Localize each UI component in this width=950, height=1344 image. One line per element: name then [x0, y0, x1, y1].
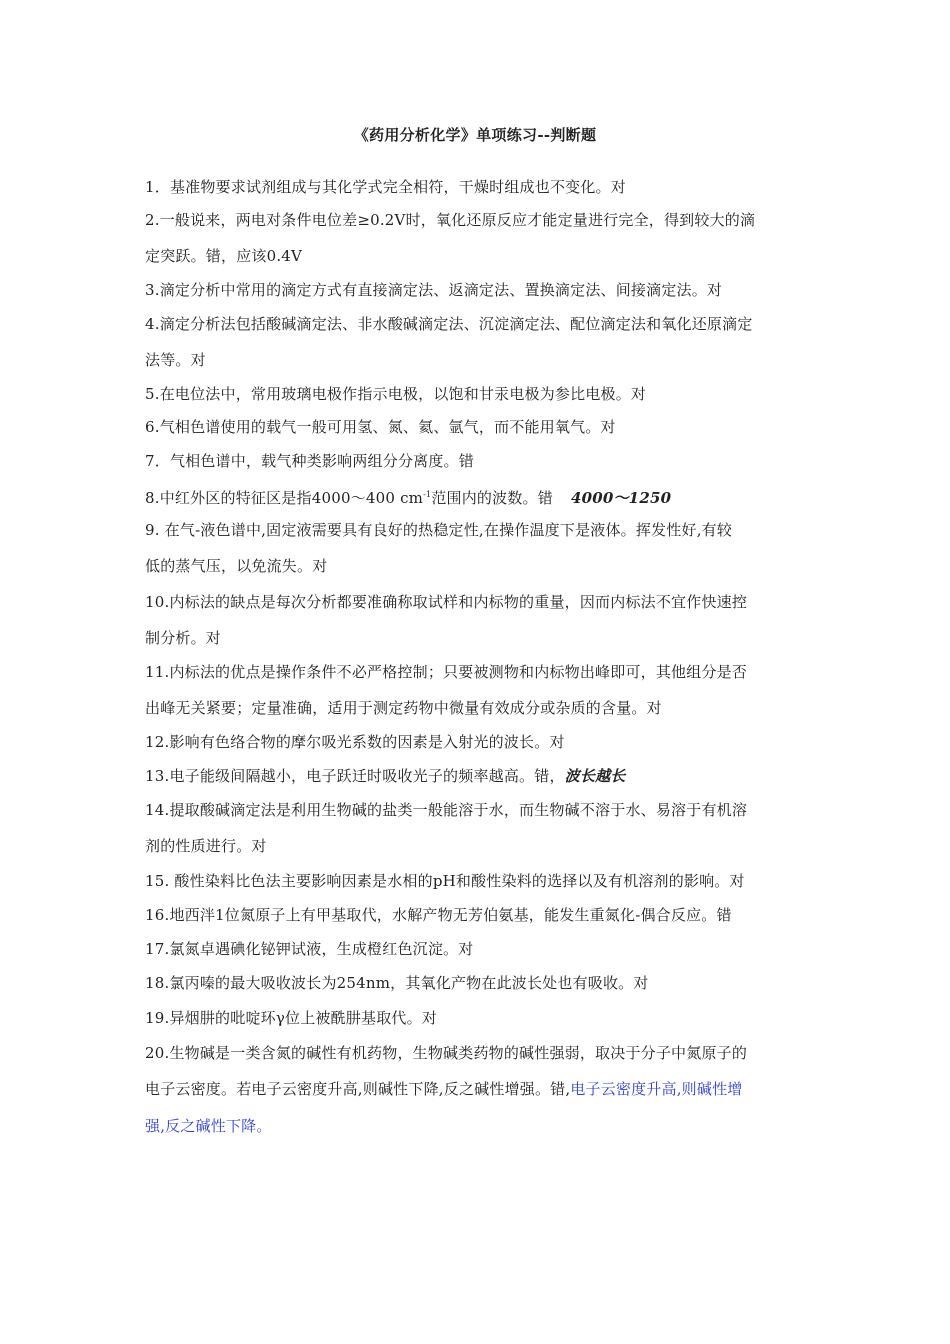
- q10-line1: 10.内标法的缺点是每次分析都要准确称取试样和内标物的重量，因而内标法不宜作快速控: [145, 593, 748, 611]
- q13-line: [145, 766, 810, 786]
- q20-line2: [145, 1079, 810, 1099]
- q8-correction: 4000～1250: [570, 489, 672, 507]
- q20-correction-b: 强,反之碱性下降。: [145, 1117, 272, 1135]
- page-title: 《药用分析化学》单项练习--判断题: [353, 126, 597, 144]
- q8-line: [145, 485, 810, 508]
- q18-line: 18.氯丙嗪的最大吸收波长为254nm，其氧化产物在此波长处也有吸收。对: [145, 974, 649, 992]
- q6-line: 6.气相色谱使用的载气一般可用氢、氮、氦、氩气，而不能用氧气。对: [145, 418, 616, 436]
- q8-tail: 范围内的波数。错: [431, 489, 553, 507]
- q15-line: 15. 酸性染料比色法主要影响因素是水相的pH和酸性染料的选择以及有机溶剂的影响。对: [145, 872, 745, 890]
- q20-line1: 20.生物碱是一类含氮的碱性有机药物，生物碱类药物的碱性强弱，取决于分子中氮原子的: [145, 1044, 748, 1062]
- q20-correction-a: 电子云密度升高,则碱性增: [570, 1080, 743, 1098]
- q14-line2: 剂的性质进行。对: [145, 837, 267, 855]
- q9-line1: 9. 在气-液色谱中,固定液需要具有良好的热稳定性,在操作温度下是液体。挥发性好,有较: [145, 521, 733, 539]
- q11-line1: 11.内标法的优点是操作条件不必严格控制；只要被测物和内标物出峰即可，其他组分是否: [145, 663, 748, 681]
- q5-line: 5.在电位法中，常用玻璃电极作指示电极，以饱和甘汞电极为参比电极。对: [145, 385, 647, 403]
- q4-line1: 4.滴定分析法包括酸碱滴定法、非水酸碱滴定法、沉淀滴定法、配位滴定法和氧化还原滴定: [145, 315, 753, 333]
- q13-correction: 波长越长: [564, 767, 626, 785]
- q20-text: 电子云密度。若电子云密度升高,则碱性下降,反之碱性增强。错,: [145, 1080, 571, 1098]
- q3-line: 3.滴定分析中常用的滴定方式有直接滴定法、返滴定法、置换滴定法、间接滴定法。对: [145, 281, 723, 299]
- q2-line1: 2.一般说来，两电对条件电位差≥0.2V时，氧化还原反应才能定量进行完全，得到较大的滴: [145, 211, 756, 229]
- q7-line: 7．气相色谱中，载气种类影响两组分分离度。错: [145, 452, 474, 470]
- q17-line: 17.氯氮卓遇碘化铋钾试液，生成橙红色沉淀。对: [145, 940, 474, 958]
- q12-line: 12.影响有色络合物的摩尔吸光系数的因素是入射光的波长。对: [145, 733, 565, 751]
- q9-line2: 低的蒸气压，以免流失。对: [145, 557, 328, 575]
- q16-line: 16.地西泮1位氮原子上有甲基取代，水解产物无芳伯氨基，能发生重氮化-偶合反应。错: [145, 906, 732, 924]
- q14-line1: 14.提取酸碱滴定法是利用生物碱的盐类一般能溶于水，而生物碱不溶于水、易溶于有机溶: [145, 801, 748, 819]
- q1-line: 1．基准物要求试剂组成与其化学式完全相符，干燥时组成也不变化。对: [145, 178, 626, 196]
- q8-text: 8.中红外区的特征区是指4000～400 cm: [145, 489, 424, 507]
- q8-superscript: -1: [423, 490, 432, 499]
- q2-line2: 定突跃。错，应该0.4V: [145, 247, 303, 265]
- q13-text: 13.电子能级间隔越小，电子跃迁时吸收光子的频率越高。错，: [145, 767, 565, 785]
- q4-line2: 法等。对: [145, 351, 206, 369]
- q11-line2: 出峰无关紧要；定量准确，适用于测定药物中微量有效成分或杂质的含量。对: [145, 699, 662, 717]
- q19-line: 19.异烟肼的吡啶环γ位上被酰肼基取代。对: [145, 1009, 438, 1027]
- q10-line2: 制分析。对: [145, 629, 222, 647]
